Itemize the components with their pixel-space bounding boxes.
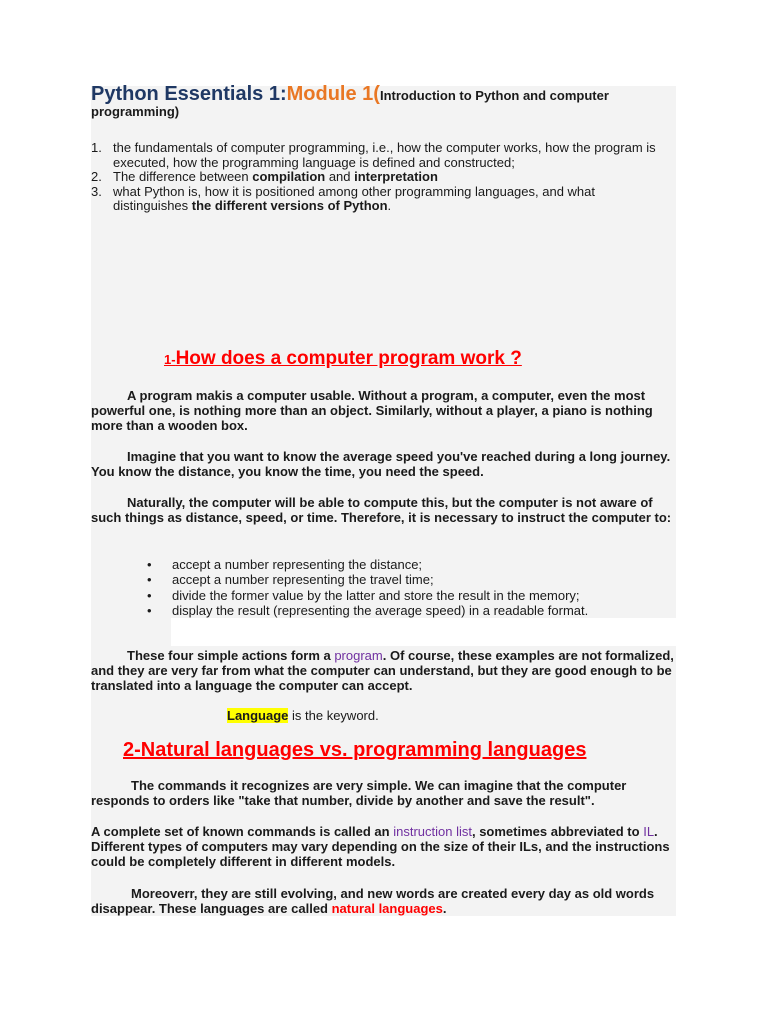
paragraph: The commands it recognizes are very simple. We can imagine that the computer responds to orders like "take that number, divide by another and save the result". — [91, 778, 627, 808]
paragraph: A program makis a computer usable. Without a program, a computer, even the most powerful one, is nothing more than an object. Similarly, without a player, a piano is nothing more than a wooden box. — [91, 388, 653, 433]
program-term: program — [334, 648, 383, 663]
highlighted-keyword: Language — [227, 708, 289, 723]
paragraph: A complete set of known commands is called an instruction list, sometimes abbreviated to IL. Different types of computers may vary depending on the size of their ILs, and the instructions could be completely different in different models. — [91, 824, 670, 869]
keyword-line: Language is the keyword. — [227, 708, 379, 723]
list-item: • display the result (representing the average speed) in a readable format. — [147, 602, 589, 618]
course-name: Python Essentials 1: — [91, 83, 287, 105]
il-term: IL — [643, 824, 655, 839]
module-name: Module 1 — [286, 83, 374, 105]
paragraph: Naturally, the computer will be able to compute this, but the computer is not aware of such things as distance, speed, or time. Therefore, it is necessary to instruct the computer to: — [91, 495, 672, 525]
bullet-list — [147, 557, 667, 618]
module-subtitle: Introduction to Python and computer programming) — [91, 88, 609, 119]
bullet-icon: • — [147, 587, 152, 603]
paragraph: Moreoverr, they are still evolving, and new words are created every day as old words disappear. These languages are called natural languages. — [91, 886, 655, 916]
section-heading-2: 2-Natural languages vs. programming languages — [123, 739, 587, 761]
list-item: 3. what Python is, how it is positioned among other programming languages, and what distinguishes the different versions of Python. — [91, 183, 596, 213]
content-panel-notch — [91, 618, 171, 646]
bullet-icon: • — [147, 602, 152, 618]
bullet-icon: • — [147, 557, 152, 572]
list-item: • accept a number representing the travel time; — [147, 572, 434, 588]
content-panel-top — [91, 86, 676, 346]
paragraph: These four simple actions form a program. Of course, these examples are not formalized, and they are very far from what the computer can understand, but they are good enough to be translated into a language the computer can accept. — [91, 648, 674, 693]
bullet-icon: • — [147, 572, 152, 588]
objectives-list — [91, 141, 671, 214]
list-item: • divide the former value by the latter and store the result in the memory; — [147, 587, 580, 603]
title-paren: ( — [373, 83, 380, 105]
list-item: • accept a number representing the distance; — [147, 557, 423, 572]
section-heading-1: 1-How does a computer program work ? — [164, 348, 522, 369]
instruction-list-term: instruction list — [393, 824, 472, 839]
list-item: 1. the fundamentals of computer programming, i.e., how the computer works, how the program is executed, how the programming language is defined and constructed; — [91, 140, 656, 170]
list-item: 2. The difference between compilation and interpretation — [91, 169, 438, 184]
natural-languages-term: natural languages — [331, 901, 443, 916]
paragraph: Imagine that you want to know the average speed you've reached during a long journey. You know the distance, you know the time, you need the speed. — [91, 449, 671, 479]
document-title — [91, 83, 651, 120]
